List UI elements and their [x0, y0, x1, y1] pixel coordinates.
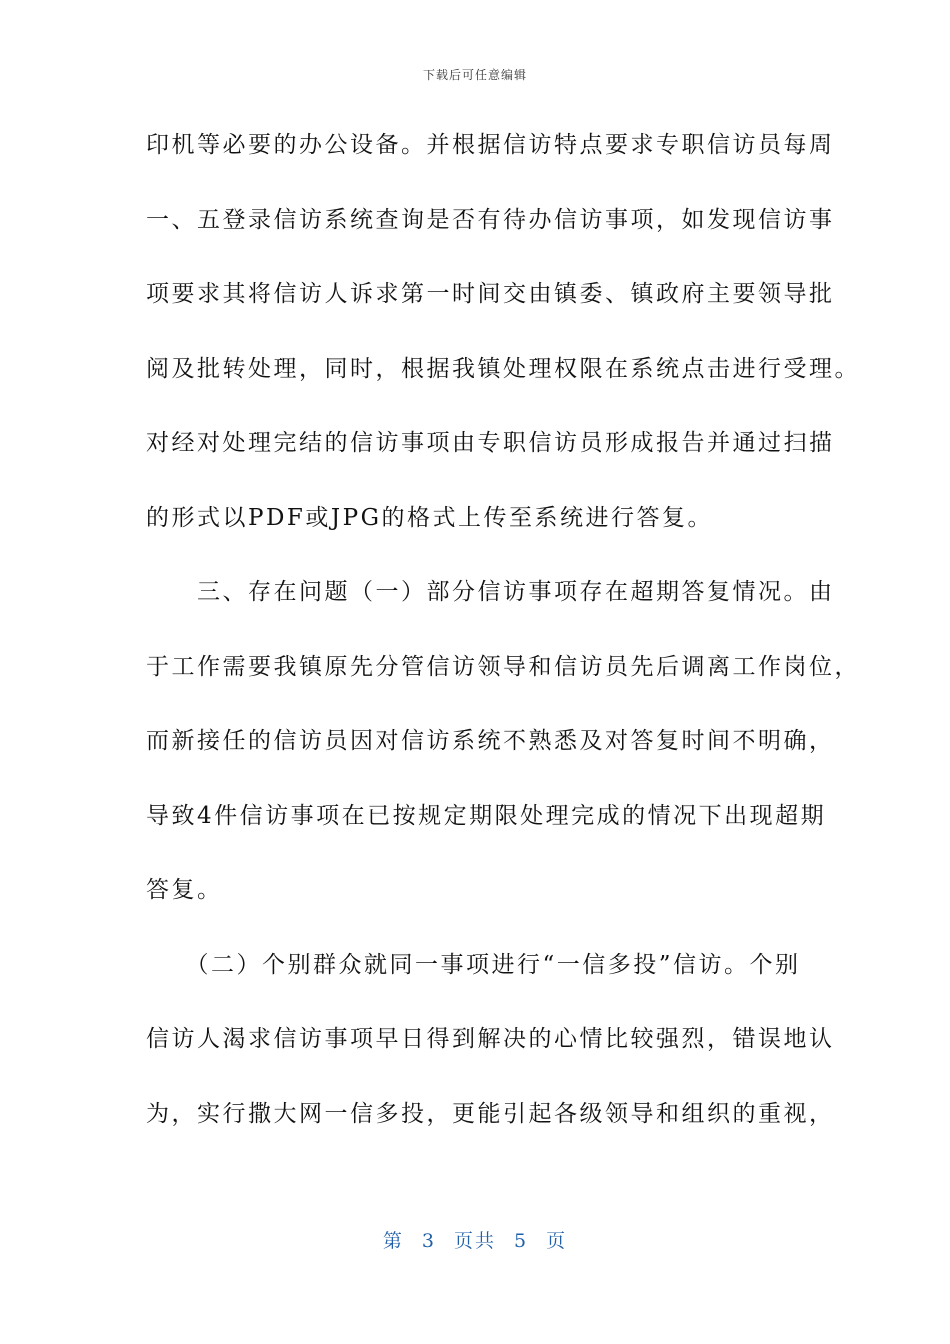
text-line: 而新接任的信访员因对信访系统不熟悉及对答复时间不明确， [146, 728, 835, 754]
footer-prefix: 第 [382, 1230, 404, 1252]
text-line: 阅及批转处理，同时，根据我镇处理权限在系统点击进行受理。 [146, 355, 860, 382]
page-footer [0, 1226, 950, 1253]
header-note: 下载后可任意编辑 [422, 68, 527, 82]
text-line: 信访人渴求信访事项早日得到解决的心情比较强烈，错误地认 [146, 1026, 835, 1052]
text-line: 印机等必要的办公设备。并根据信访特点要求专职信访员每周 [146, 132, 835, 158]
text-line: 的形式以PDF或JPG的格式上传至系统进行答复。 [146, 504, 713, 531]
text-line: 项要求其将信访人诉求第一时间交由镇委、镇政府主要领导批 [146, 281, 835, 307]
text-line: 答复。 [146, 877, 223, 903]
text-line: 于工作需要我镇原先分管信访领导和信访员先后调离工作岗位， [146, 653, 860, 680]
body-text [146, 124, 860, 1167]
footer-suffix: 页 [546, 1230, 568, 1252]
text-line: 一、五登录信访系统查询是否有待办信访事项，如发现信访事 [146, 206, 835, 233]
text-line: 三、存在问题（一）部分信访事项存在超期答复情况。由 [146, 579, 835, 605]
text-line: 对经对处理完结的信访事项由专职信访员形成报告并通过扫描 [146, 430, 835, 456]
footer-current-page: 3 [421, 1230, 436, 1252]
text-line: 导致4件信访事项在已按规定期限处理完成的情况下出现超期 [146, 802, 827, 829]
text-line: （二）个别群众就同一事项进行“一信多投”信访。个别 [146, 951, 801, 978]
text-line: 为，实行撒大网一信多投，更能引起各级领导和组织的重视， [146, 1100, 835, 1127]
footer-middle: 页共 [453, 1230, 496, 1252]
footer-total-pages: 5 [514, 1230, 529, 1252]
